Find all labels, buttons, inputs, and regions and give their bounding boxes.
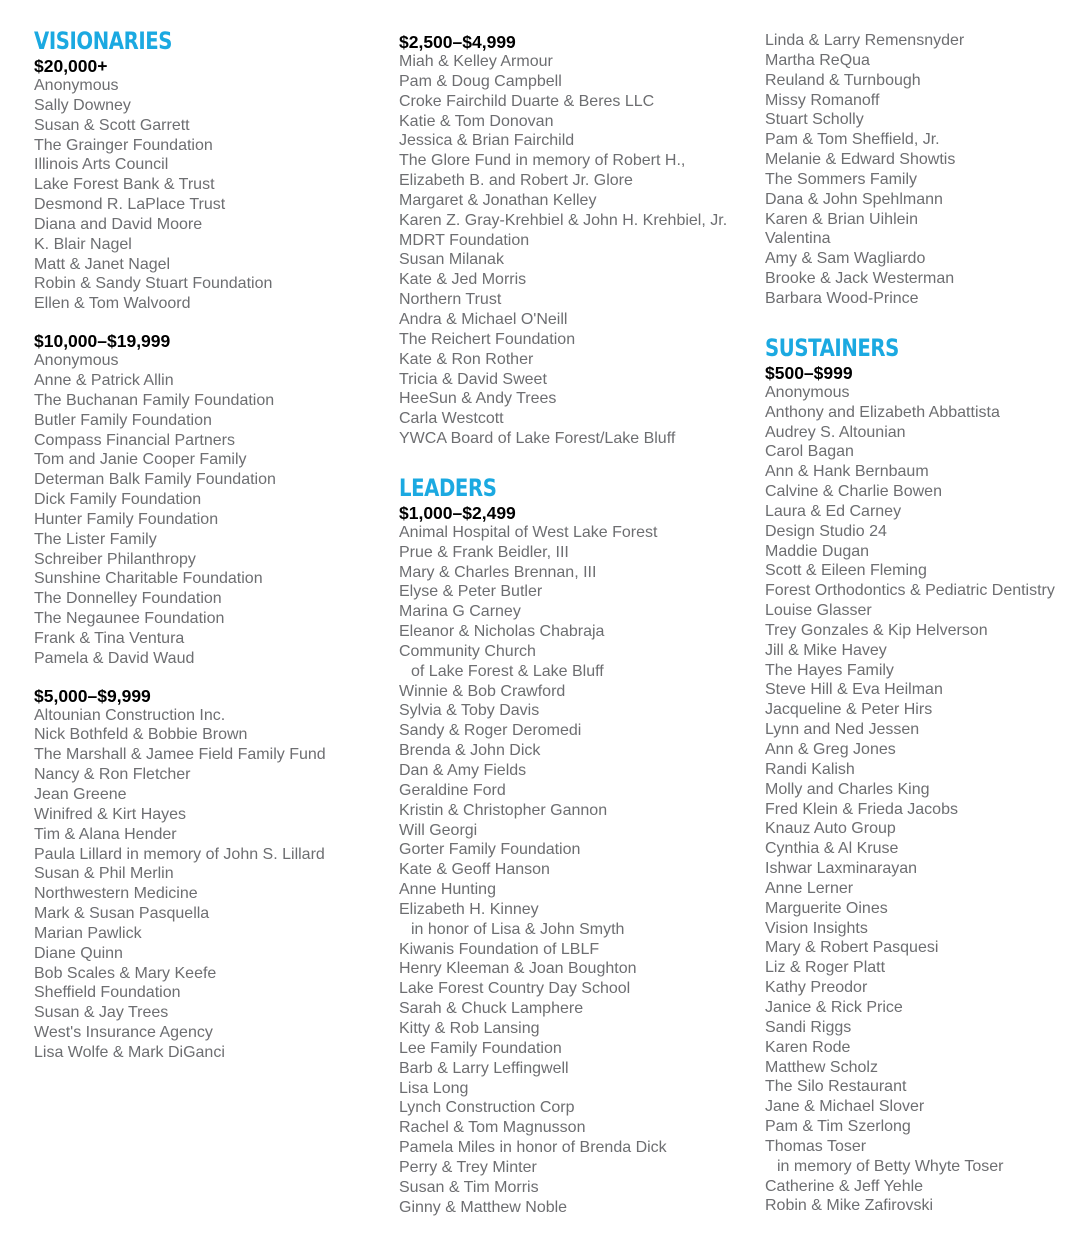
donor-name: Henry Kleeman & Joan Boughton [399, 960, 637, 978]
donor-name: The Lister Family [34, 530, 157, 548]
donor-name: Nancy & Ron Fletcher [34, 766, 191, 784]
donor-name: The Marshall & Jamee Field Family Fund [34, 746, 326, 764]
donor-name: Melanie & Edward Showtis [765, 151, 956, 169]
donor-name: Pamela Miles in honor of Brenda Dick [399, 1139, 667, 1157]
donor-name: Kathy Preodor [765, 979, 868, 997]
donor-name: Thomas Toser [765, 1137, 867, 1155]
donor-name: Dana & John Spehlmann [765, 190, 943, 208]
donor-name: The Negaunee Foundation [34, 610, 225, 628]
donor-name: Sally Downey [34, 96, 131, 114]
donor-name: K. Blair Nagel [34, 235, 132, 253]
donor-name: Perry & Trey Minter [399, 1158, 537, 1176]
donor-name: The Hayes Family [765, 661, 894, 679]
donor-name: Brooke & Jack Westerman [765, 270, 955, 288]
donor-name: Susan & Jay Trees [34, 1004, 169, 1022]
donor-name: The Glore Fund in memory of Robert H., [399, 152, 686, 170]
donor-name: Lynch Construction Corp [399, 1099, 575, 1117]
donor-name: Maddie Dugan [765, 542, 870, 560]
donor-name: Molly and Charles King [765, 780, 930, 798]
donor-name: Mary & Charles Brennan, III [399, 563, 597, 581]
donor-name: Miah & Kelley Armour [399, 53, 553, 70]
donor-name: Susan & Phil Merlin [34, 865, 174, 883]
tier-heading-20000-plus: $20,000+ [34, 56, 108, 76]
donor-name: Kristin & Christopher Gannon [399, 801, 608, 819]
donor-name: Missy Romanoff [765, 91, 880, 109]
donor-list-20000-plus [34, 76, 384, 314]
donor-name: Marian Pawlick [34, 924, 142, 942]
donor-name: The Sommers Family [765, 170, 918, 188]
donor-name: Pam & Tim Szerlong [765, 1118, 911, 1136]
donor-name: Ishwar Laxminarayan [765, 860, 918, 878]
donor-name: Liz & Roger Platt [765, 959, 886, 977]
donor-name: MDRT Foundation [399, 231, 530, 249]
donor-name: Nick Bothfeld & Bobbie Brown [34, 726, 248, 744]
donor-name: Cynthia & Al Kruse [765, 840, 899, 858]
donor-name: Kiwanis Foundation of LBLF [399, 940, 600, 958]
donor-name: Katie & Tom Donovan [399, 112, 554, 130]
donor-name: Martha ReQua [765, 51, 870, 69]
donor-name: Croke Fairchild Duarte & Beres LLC [399, 92, 655, 110]
donor-name: Sandi Riggs [765, 1018, 852, 1036]
donor-name: The Grainger Foundation [34, 136, 213, 154]
donor-name: Sunshine Charitable Foundation [34, 570, 263, 588]
donor-name: Mary & Robert Pasquesi [765, 939, 939, 957]
donor-list-2500-4999 [399, 52, 754, 449]
donor-name: Barbara Wood-Prince [765, 289, 919, 307]
donor-name: Susan Milanak [399, 251, 504, 269]
donor-name: Laura & Ed Carney [765, 502, 902, 520]
donor-name: Susan & Scott Garrett [34, 116, 190, 134]
donor-name: of Lake Forest & Lake Bluff [411, 662, 604, 680]
donor-name: The Buchanan Family Foundation [34, 391, 275, 409]
donor-name: Kate & Geoff Hanson [399, 861, 550, 879]
donor-name: Susan & Tim Morris [399, 1178, 539, 1196]
donor-name: Kate & Jed Morris [399, 271, 527, 289]
donor-name: Pam & Tom Sheffield, Jr. [765, 131, 940, 149]
donor-name: Forest Orthodontics & Pediatric Dentistry [765, 582, 1055, 600]
donor-name: Audrey S. Altounian [765, 423, 906, 441]
donor-name: Dick Family Foundation [34, 491, 202, 509]
column-2 [399, 26, 754, 1217]
donor-name: Kate & Ron Rother [399, 350, 534, 368]
donor-name: Sarah & Chuck Lamphere [399, 1000, 584, 1018]
donor-name: Altounian Construction Inc. [34, 706, 226, 724]
tier-heading-10000-19999: $10,000–$19,999 [34, 331, 171, 352]
donor-name: Karen & Brian Uihlein [765, 210, 918, 228]
donor-name: Anonymous [765, 383, 850, 401]
donor-name: Fred Klein & Frieda Jacobs [765, 800, 958, 818]
visionaries-heading: VISIONARIES [34, 27, 173, 55]
donor-name: Anonymous [34, 77, 119, 94]
donor-name: Karen Rode [765, 1038, 851, 1056]
donor-name: Rachel & Tom Magnusson [399, 1119, 586, 1137]
donor-name: Trey Gonzales & Kip Helverson [765, 621, 988, 639]
donor-name: Sylvia & Toby Davis [399, 702, 540, 720]
donor-name: Scott & Eileen Fleming [765, 562, 927, 580]
donor-name: Ann & Greg Jones [765, 741, 896, 758]
donor-name: Gorter Family Foundation [399, 841, 581, 859]
donor-name: Winnie & Bob Crawford [399, 682, 566, 700]
donor-name: Butler Family Foundation [34, 411, 212, 429]
donor-name: Louise Glasser [765, 602, 872, 620]
donor-name: Pam & Doug Campbell [399, 72, 562, 90]
donor-name: Anthony and Elizabeth Abbattista [765, 403, 1000, 421]
donor-name: Steve Hill & Eva Heilman [765, 681, 943, 699]
tier-heading-2500-4999: $2,500–$4,999 [399, 32, 516, 52]
donor-name: Marina G Carney [399, 603, 521, 621]
donor-name: The Donnelley Foundation [34, 590, 222, 608]
donor-name: Lake Forest Country Day School [399, 980, 631, 998]
donor-list-10000-19999 [34, 351, 384, 669]
donor-name: Lisa Long [399, 1079, 469, 1097]
donor-name: Dan & Amy Fields [399, 762, 527, 779]
donor-name: Vision Insights [765, 919, 868, 937]
donor-name: Anne Hunting [399, 881, 496, 899]
sustainers-heading: SUSTAINERS [765, 333, 899, 362]
donor-name: Jean Greene [34, 786, 127, 803]
donor-name: Anne & Patrick Allin [34, 371, 174, 389]
donor-name: Lake Forest Bank & Trust [34, 176, 215, 194]
donor-name: The Reichert Foundation [399, 330, 576, 348]
donor-name: Marguerite Oines [765, 899, 888, 917]
donor-name: Prue & Frank Beidler, III [399, 543, 569, 561]
donor-name: Anne Lerner [765, 879, 854, 897]
donor-name: Tricia & David Sweet [399, 370, 547, 388]
donor-name: Carol Bagan [765, 443, 854, 461]
donor-name: Lynn and Ned Jessen [765, 721, 920, 739]
tier-heading-1000-2499: $1,000–$2,499 [399, 502, 516, 523]
donor-name: HeeSun & Andy Trees [399, 390, 557, 408]
donor-name: Amy & Sam Wagliardo [765, 250, 926, 268]
column-1 [34, 26, 384, 1063]
donor-name: Elizabeth B. and Robert Jr. Glore [399, 172, 633, 190]
donor-name: Randi Kalish [765, 760, 855, 778]
donor-name: Northwestern Medicine [34, 885, 198, 903]
donor-name: Paula Lillard in memory of John S. Lillard [34, 845, 325, 863]
donor-name: Carla Westcott [399, 410, 504, 428]
donor-name: Desmond R. LaPlace Trust [34, 196, 226, 214]
donor-name: Community Church [399, 642, 536, 660]
donor-name: Diane Quinn [34, 944, 123, 962]
donor-list-leaders-part-2 [765, 31, 1085, 309]
donor-name: Pamela & David Waud [34, 649, 195, 667]
donor-name: Tim & Alana Hender [34, 825, 177, 843]
donor-name: Lisa Wolfe & Mark DiGanci [34, 1043, 225, 1061]
donor-name: Matthew Scholz [765, 1058, 878, 1076]
donor-name: Jessica & Brian Fairchild [399, 132, 575, 150]
donor-name: Illinois Arts Council [34, 156, 169, 174]
tier-heading-5000-9999: $5,000–$9,999 [34, 685, 151, 706]
donor-name: Elyse & Peter Butler [399, 583, 543, 601]
donor-name: Robin & Sandy Stuart Foundation [34, 275, 273, 293]
donor-name: YWCA Board of Lake Forest/Lake Bluff [399, 430, 676, 448]
donor-list-sustainers [765, 383, 1085, 1216]
donor-name: Determan Balk Family Foundation [34, 471, 276, 489]
donor-name: Sandy & Roger Deromedi [399, 722, 582, 740]
donor-name: The Silo Restaurant [765, 1078, 907, 1096]
donor-name: Ellen & Tom Walvoord [34, 295, 191, 313]
donor-name: Stuart Scholly [765, 111, 864, 129]
donor-name: Barb & Larry Leffingwell [399, 1059, 569, 1077]
donor-name: Animal Hospital of West Lake Forest [399, 523, 658, 541]
donor-name: Kitty & Rob Lansing [399, 1019, 540, 1037]
donor-name: Brenda & John Dick [399, 742, 541, 760]
donor-name: Will Georgi [399, 821, 478, 839]
donor-list-5000-9999 [34, 706, 384, 1063]
donor-name: Andra & Michael O'Neill [399, 310, 568, 328]
donor-name: Schreiber Philanthropy [34, 550, 196, 568]
donor-list-leaders-part-1 [399, 523, 754, 1218]
donor-name: Calvine & Charlie Bowen [765, 483, 942, 501]
donor-name: in memory of Betty Whyte Toser [777, 1157, 1004, 1175]
donor-name: Knauz Auto Group [765, 820, 896, 838]
donor-name: Tom and Janie Cooper Family [34, 451, 247, 469]
donor-name: Reuland & Turnbough [765, 71, 921, 89]
donor-name: Catherine & Jeff Yehle [765, 1177, 924, 1195]
donor-name: Margaret & Jonathan Kelley [399, 191, 597, 209]
donor-name: Diana and David Moore [34, 215, 203, 233]
tier-heading-500-999: $500–$999 [765, 362, 853, 383]
donor-name: Hunter Family Foundation [34, 510, 219, 528]
donor-name: Valentina [765, 230, 831, 248]
donor-name: Compass Financial Partners [34, 431, 235, 449]
donor-name: Mark & Susan Pasquella [34, 905, 210, 923]
donor-name: Linda & Larry Remensnyder [765, 32, 965, 49]
donor-name: Winifred & Kirt Hayes [34, 805, 187, 823]
donor-name: Matt & Janet Nagel [34, 255, 171, 273]
donor-name: Elizabeth H. Kinney [399, 900, 539, 918]
donor-name: Ann & Hank Bernbaum [765, 463, 929, 481]
donor-name: Northern Trust [399, 291, 502, 309]
donor-name: Jacqueline & Peter Hirs [765, 701, 933, 719]
donor-name: Bob Scales & Mary Keefe [34, 964, 217, 982]
donor-name: Janice & Rick Price [765, 998, 903, 1016]
donor-name: Karen Z. Gray-Krehbiel & John H. Krehbiel, Jr. [399, 211, 728, 229]
donor-name: Lee Family Foundation [399, 1039, 562, 1057]
donor-name: Sheffield Foundation [34, 984, 181, 1002]
donor-name: Frank & Tina Ventura [34, 629, 185, 647]
donor-name: West's Insurance Agency [34, 1024, 213, 1042]
donor-name: Eleanor & Nicholas Chabraja [399, 623, 605, 641]
donor-name: Robin & Mike Zafirovski [765, 1197, 934, 1215]
leaders-heading: LEADERS [399, 473, 497, 502]
column-3 [765, 26, 1085, 1216]
donor-name: Geraldine Ford [399, 781, 506, 799]
donor-name: in honor of Lisa & John Smyth [411, 920, 625, 938]
donor-name: Ginny & Matthew Noble [399, 1198, 568, 1216]
donor-name: Jane & Michael Slover [765, 1098, 925, 1116]
donor-name: Design Studio 24 [765, 522, 887, 540]
donor-name: Anonymous [34, 352, 119, 370]
donor-name: Jill & Mike Havey [765, 641, 887, 659]
